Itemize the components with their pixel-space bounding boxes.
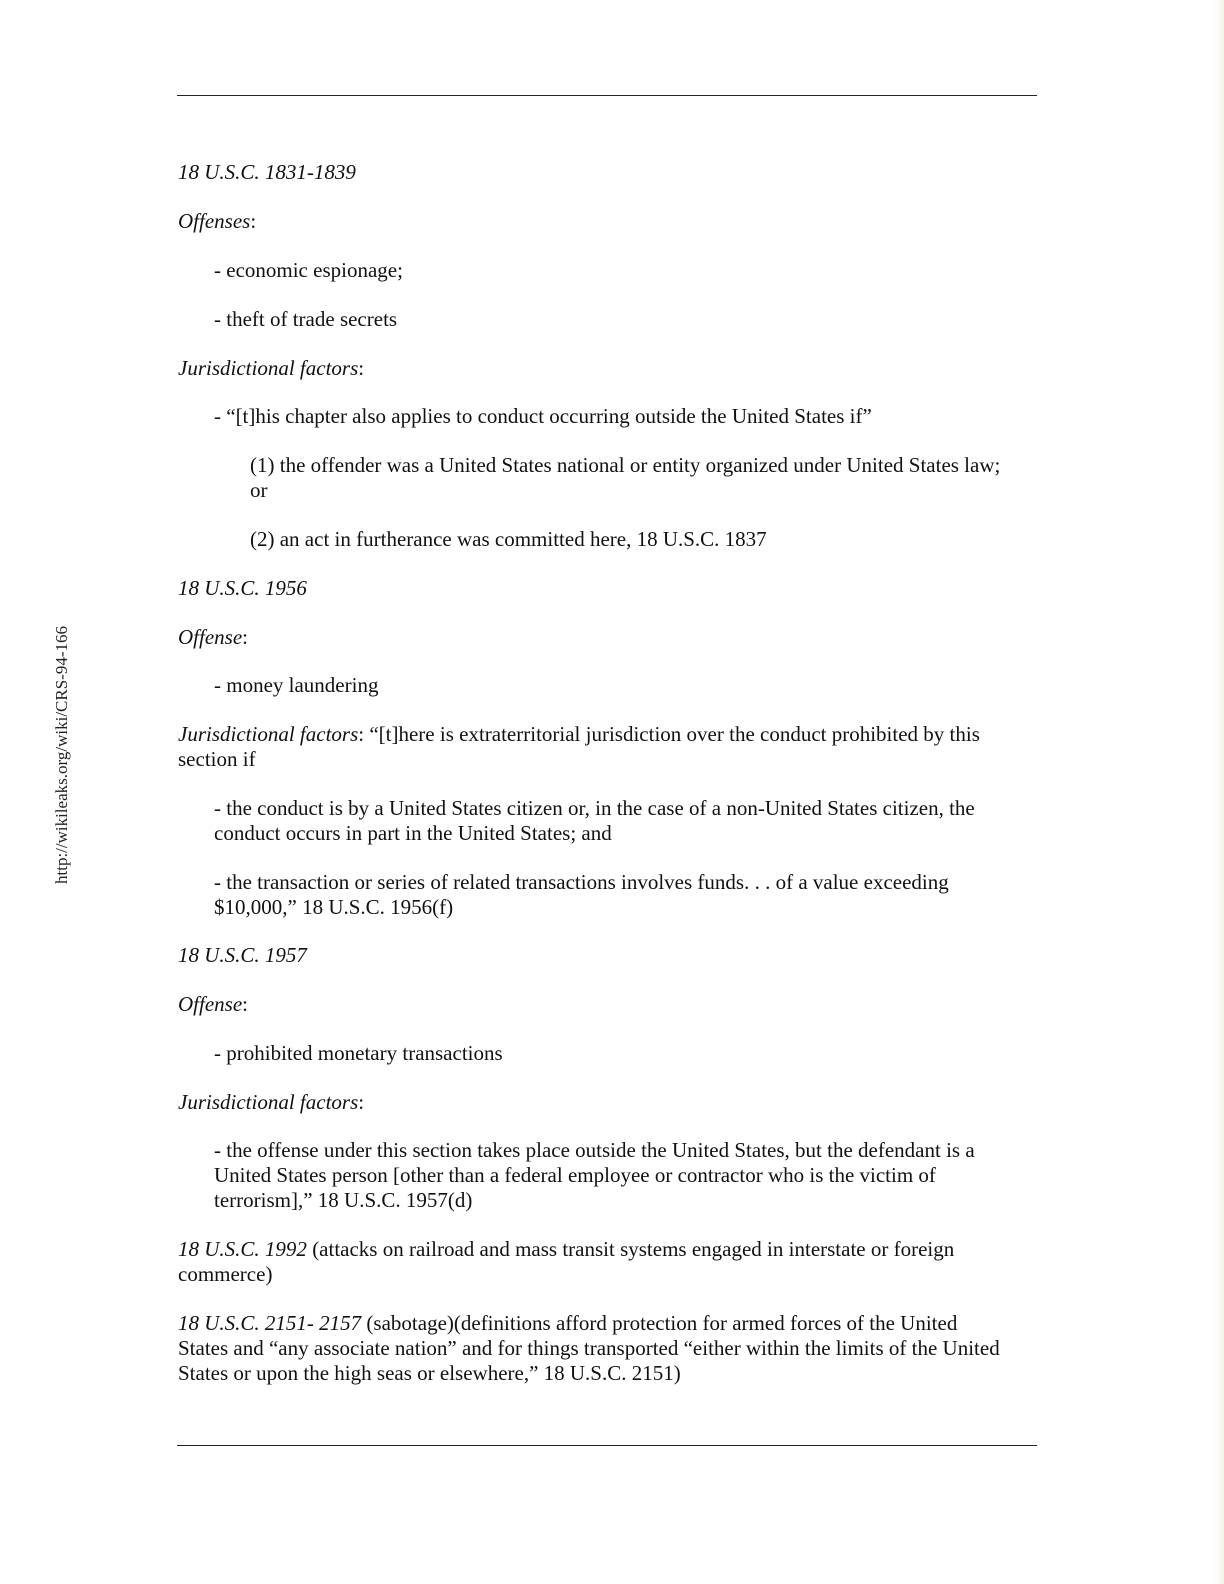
section-heading: 18 U.S.C. 1957 bbox=[178, 943, 307, 967]
top-rule bbox=[177, 95, 1037, 96]
jurisdiction-bullet: - the transaction or series of related transactions involves funds. . . of a value exceeding bbox=[214, 870, 949, 894]
offenses-label: Offenses bbox=[178, 209, 251, 233]
sidebar-url: http://wikileaks.org/wiki/CRS-94-166 bbox=[52, 626, 71, 884]
jurisdiction-intro: - “[t]his chapter also applies to conduct occurring outside the United States if” bbox=[214, 404, 872, 428]
jurisdiction-text-continued: section if bbox=[178, 747, 256, 771]
jurisdictional-factors-label: Jurisdictional factors bbox=[178, 356, 359, 380]
statute-description: (sabotage)(definitions afford protection for armed forces of the United bbox=[361, 1311, 958, 1335]
statute-line bbox=[178, 1311, 957, 1336]
statute-description-continued: States and “any associate nation” and for things transported “either within the limits of the United bbox=[178, 1336, 1000, 1360]
offenses-line: Offenses: bbox=[178, 209, 257, 233]
jurisdiction-item: (1) the offender was a United States national or entity organized under United States law; bbox=[250, 453, 1001, 477]
jurisdictional-factors-label: Jurisdictional factors bbox=[178, 1090, 359, 1114]
section-heading: 18 U.S.C. 1831-1839 bbox=[178, 160, 356, 184]
jurisdictional-factors-line bbox=[178, 722, 980, 747]
bottom-rule bbox=[177, 1445, 1037, 1446]
jurisdiction-bullet-continued: terrorism],” 18 U.S.C. 1957(d) bbox=[214, 1188, 473, 1212]
jurisdiction-bullet-continued: United States person [other than a federal employee or contractor who is the victim of bbox=[214, 1163, 936, 1187]
offense-item: - money laundering bbox=[214, 673, 379, 697]
jurisdiction-item-continued: or bbox=[250, 478, 268, 502]
section-heading: 18 U.S.C. 1992 bbox=[178, 1237, 307, 1261]
offense-line: Offense: bbox=[178, 992, 248, 1016]
jurisdiction-bullet-continued: conduct occurs in part in the United States; and bbox=[214, 821, 612, 845]
offense-item: - economic espionage; bbox=[214, 258, 403, 282]
statute-line bbox=[178, 1237, 954, 1262]
offense-item: - theft of trade secrets bbox=[214, 307, 398, 331]
offense-label: Offense bbox=[178, 625, 243, 649]
jurisdiction-bullet: - the conduct is by a United States citizen or, in the case of a non-United States citizen, the bbox=[214, 796, 975, 820]
jurisdictional-factors-line: Jurisdictional factors: bbox=[178, 1090, 365, 1114]
statute-description-continued: commerce) bbox=[178, 1262, 273, 1286]
offense-item: - prohibited monetary transactions bbox=[214, 1041, 503, 1065]
offense-label: Offense bbox=[178, 992, 243, 1016]
statute-description: (attacks on railroad and mass transit systems engaged in interstate or foreign bbox=[306, 1237, 955, 1261]
jurisdictional-factors-line: Jurisdictional factors: bbox=[178, 356, 365, 380]
jurisdictional-factors-label: Jurisdictional factors bbox=[178, 722, 359, 746]
section-heading: 18 U.S.C. 1956 bbox=[178, 576, 307, 600]
jurisdiction-bullet: - the offense under this section takes place outside the United States, but the defendant is a bbox=[214, 1138, 975, 1162]
jurisdiction-item: (2) an act in furtherance was committed here, 18 U.S.C. 1837 bbox=[250, 527, 767, 551]
jurisdiction-bullet-continued: $10,000,” 18 U.S.C. 1956(f) bbox=[214, 895, 454, 919]
offense-line: Offense: bbox=[178, 625, 248, 649]
page-edge-shading bbox=[1214, 0, 1224, 1584]
statute-description-continued: States or upon the high seas or elsewhere,” 18 U.S.C. 2151) bbox=[178, 1361, 681, 1385]
section-heading: 18 U.S.C. 2151- 2157 bbox=[178, 1311, 362, 1335]
jurisdiction-text: : “[t]here is extraterritorial jurisdiction over the conduct prohibited by this bbox=[358, 722, 980, 746]
